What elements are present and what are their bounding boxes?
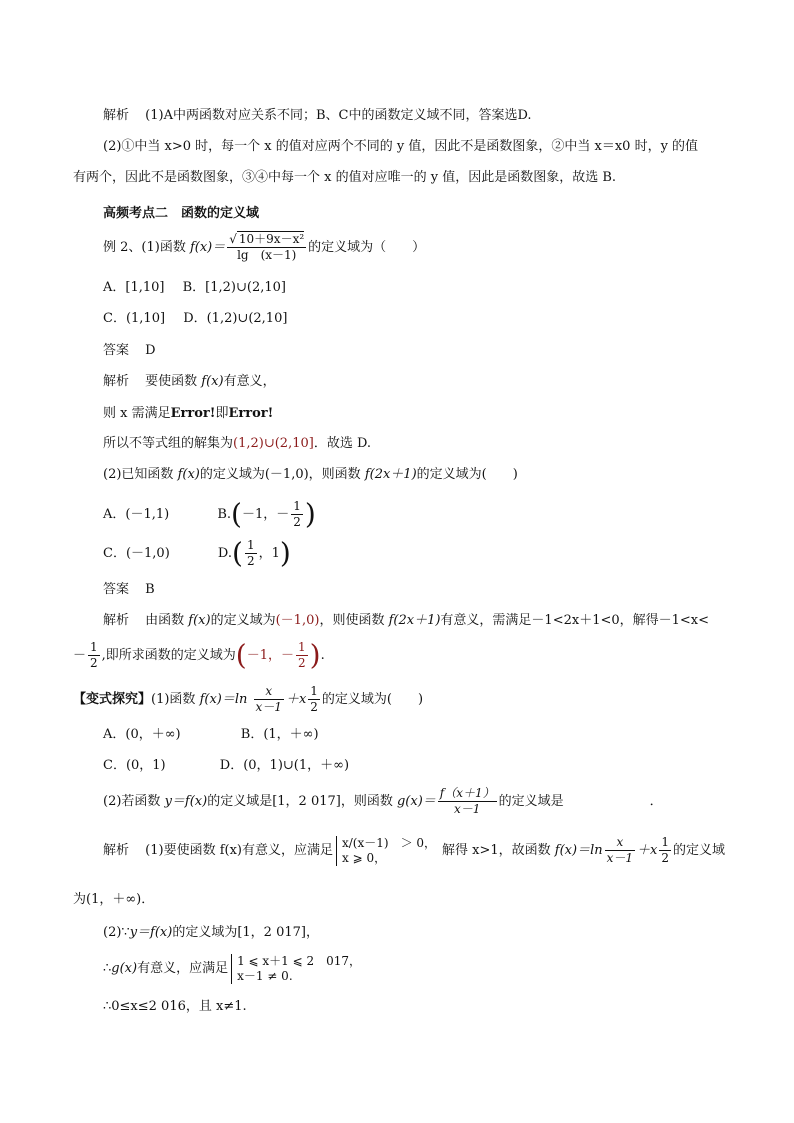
paren-right: ) [304,497,316,531]
analysis-label: 解析 [103,613,130,628]
ex2-a2-error1: Error! [170,406,216,421]
section-title: 高频考点二 函数的定义域 [103,206,260,221]
ex2b-a1-red: (－1,0) [275,613,320,628]
ex2b-a2-frac [88,640,100,671]
frac-num: 1 [310,684,318,698]
ex2b-a2-red: －1，－ [246,648,295,663]
ex2-a2-mid: 即 [215,406,229,421]
analysis-label: 解析 [103,374,130,389]
paren-left: ( [231,497,242,531]
frac-num: x [605,835,635,851]
ex2-a2-error2: Error! [228,406,274,421]
variant-a2: 为(1，＋∞)． [73,892,155,907]
ex2-a3-post: ．故选 D. [313,436,372,451]
ex2-a3-pre: 所以不等式组的解集为 [103,436,234,451]
ex2b-a1-pre: 由函数 [145,613,189,628]
variant-a1-mid2: ＋x [637,843,658,858]
variant-option-c: C．(0，1) [103,758,166,773]
q1-analysis-line3 [73,169,616,187]
ex2b-answer [103,581,155,599]
ex2b-a2-post: . [320,648,325,663]
ex2-a1-pre: 要使函数 [145,374,202,389]
variant-a1-pre: (1)要使函数 f(x)有意义，应满足 [145,843,333,858]
frac-num: 1 [293,499,301,513]
variant-q2-end: ． [649,794,663,809]
variant-q1-fx: f(x)＝ln [199,692,252,707]
variant-a4-mid: 有意义，应满足 [137,961,229,976]
frac-den: 2 [90,656,98,670]
frac-num: 1 [246,538,255,552]
paren-left: ( [235,638,247,672]
ex2b-q-fx2: f(2x＋1) [364,467,417,482]
ex2-fraction [227,232,306,263]
variant-option-d: D．(0，1)∪(1，＋∞) [219,758,350,773]
variant-analysis-4 [103,952,361,986]
ex2b-q-fx: f(x) [177,467,200,482]
frac-num: x [254,684,284,700]
variant-q1-post: 的定义域为( ) [321,692,424,707]
variant-q1-mid: ＋x [285,692,307,707]
variant-options-ab [103,726,319,744]
frac-den: x－1 [454,802,481,816]
variant-a5: ∴0≤x≤2 016，且 x≠1. [103,999,247,1014]
ex2b-options-ab [103,499,316,530]
ex2-suffix: 的定义域为（ ） [308,240,426,255]
variant-q2 [103,786,663,817]
ex2b-option-d-text: ，1 [258,546,280,561]
ex2-question [103,232,425,263]
variant-q2-post: 的定义域是 [498,794,564,809]
ex2-fx: f(x)＝ [189,240,226,255]
variant-a1-mid: 解得 x>1，故函数 [442,843,555,858]
variant-a4-gx: g(x) [111,961,138,976]
variant-analysis-2 [73,891,154,909]
variant-analysis-3 [103,924,319,942]
variant-a1-system [336,836,436,866]
ex2-option-d: D．(1,2)∪(2,10] [183,311,288,326]
ex2b-a2-red-frac [296,640,308,671]
frac-den: 2 [661,851,670,865]
paren-right: ) [309,638,321,672]
ex2-options-cd [103,310,287,328]
ex2-options-ab [103,279,286,297]
answer-value: B [145,582,155,597]
variant-q2-fx: y＝f(x) [164,794,208,809]
ex2-analysis-2 [103,405,273,423]
variant-q1-exp [308,684,320,715]
answer-label: 答案 [103,582,130,597]
q1-analysis-text1: (1)A中两函数对应关系不同；B、C中的函数定义域不同，答案选D. [145,108,532,123]
frac-num: 1 [298,640,306,654]
paren-right: ) [279,536,291,570]
ex2-option-c: C．(1,10] [103,311,166,326]
variant-q1 [73,684,423,715]
variant-q1-pre: (1)函数 [151,692,200,707]
ex2b-a1-fx2: f(2x＋1) [388,613,441,628]
ex2b-option-b-text: －1，－ [241,507,290,522]
ex2b-option-b-frac [291,499,303,530]
frac-den: 2 [246,554,255,568]
frac-den: 2 [298,656,306,670]
variant-label: 【变式探究】 [73,692,152,707]
q1-analysis-text2: (2)①中当 x>0 时，每一个 x 的值对应两个不同的 y 值，因此不是函数图象，②中当 x＝x0 时，y 的值 [103,139,699,154]
system-row-2: x－1 ≠ 0. [237,968,293,983]
ex2-analysis-1 [103,373,276,391]
variant-options-cd [103,757,349,775]
ex2b-a1-fx: f(x) [188,613,211,628]
ex2-numerator: 10＋9x－x² [238,232,305,246]
ex2-a1-post: 有意义， [223,374,276,389]
variant-a3-fx: y＝f(x) [129,925,173,940]
ex2b-option-b-label: B. [217,507,232,522]
variant-a3-pre: (2)∵ [103,925,130,940]
ex2-a1-fx: f(x) [201,374,224,389]
frac-den: 2 [310,700,318,714]
variant-a1-fx: f(x)＝ln [554,843,603,858]
frac-den: x－1 [255,700,282,714]
system-row-1: 1 ⩽ x＋1 ⩽ 2 017， [237,953,362,968]
variant-q2-frac [438,786,497,817]
ex2-option-b: B．[1,2)∪(2,10] [182,280,286,295]
ex2b-analysis-1 [103,612,709,630]
ex2-option-a: A．[1,10] [103,280,165,295]
q1-analysis-text3: 有两个，因此不是函数图象，③④中每一个 x 的值对应唯一的 y 值，因此是函数图象，故选 B. [73,170,617,185]
system-row-1: x/(x－1) ＞ 0， [342,835,437,850]
variant-option-b: B．(1，＋∞) [240,727,319,742]
ex2b-analysis-2 [73,640,325,671]
q1-analysis-line1 [103,107,532,125]
ex2b-option-c: C．(－1,0) [103,546,170,561]
variant-q2-mid: 的定义域是[1，2 017]，则函数 [207,794,397,809]
ex2b-a1-mid2: ，则使函数 [319,613,389,628]
sqrt-sign: √ [229,232,237,246]
answer-label: 答案 [103,343,130,358]
ex2b-q-mid: 的定义域为(－1,0)，则函数 [199,467,365,482]
ex2-analysis-3 [103,435,371,453]
ex2b-a2-mid: ,即所求函数的定义域为 [101,648,236,663]
frac-den: 2 [293,515,301,529]
variant-q2-pre: (2)若函数 [103,794,165,809]
ex2b-option-d-label: D. [217,546,232,561]
variant-a4-pre: ∴ [103,961,112,976]
variant-a1-frac [605,835,635,866]
ex2-a2-pre: 则 x 需满足 [103,406,171,421]
paren-left: ( [232,536,243,570]
ex2b-q-post: 的定义域为( ) [416,467,518,482]
frac-num: 1 [90,640,98,654]
variant-a1-exp [659,835,671,866]
variant-q2-gx: g(x)＝ [396,794,436,809]
system-row-2: x ⩾ 0， [342,850,387,865]
answer-value: D [145,343,156,358]
ex2-a3-red: (1,2)∪(2,10] [233,436,314,451]
q1-analysis-line2 [103,138,698,156]
analysis-label: 解析 [103,108,130,123]
frac-num: f（x＋1） [439,786,495,800]
frac-den: x－1 [606,851,634,865]
ex2b-a2-pre: － [73,648,87,663]
variant-option-a: A．(0，＋∞) [103,727,181,742]
ex2b-options-cd [103,538,291,569]
ex2-denominator: lg (x－1) [237,248,297,262]
ex2-prefix: 例 2、(1)函数 [103,240,190,255]
ex2b-question [103,466,518,484]
variant-a3-post: 的定义域为[1，2 017]， [172,925,319,940]
ex2b-a1-mid: 的定义域为 [210,613,276,628]
ex2b-q-pre: (2)已知函数 [103,467,178,482]
variant-analysis-5 [103,998,247,1016]
ex2b-a1-post: 有意义，需满足－1<2x＋1<0，解得－1<x< [440,613,710,628]
analysis-label: 解析 [103,843,130,858]
variant-a4-system [231,954,361,984]
frac-num: 1 [661,835,670,849]
variant-q1-frac [254,684,284,715]
ex2b-option-d-frac [245,538,257,569]
ex2b-option-a: A．(－1,1) [103,507,170,522]
variant-analysis-1 [103,834,725,868]
ex2-answer [103,342,156,360]
variant-a1-post: 的定义域 [673,843,726,858]
